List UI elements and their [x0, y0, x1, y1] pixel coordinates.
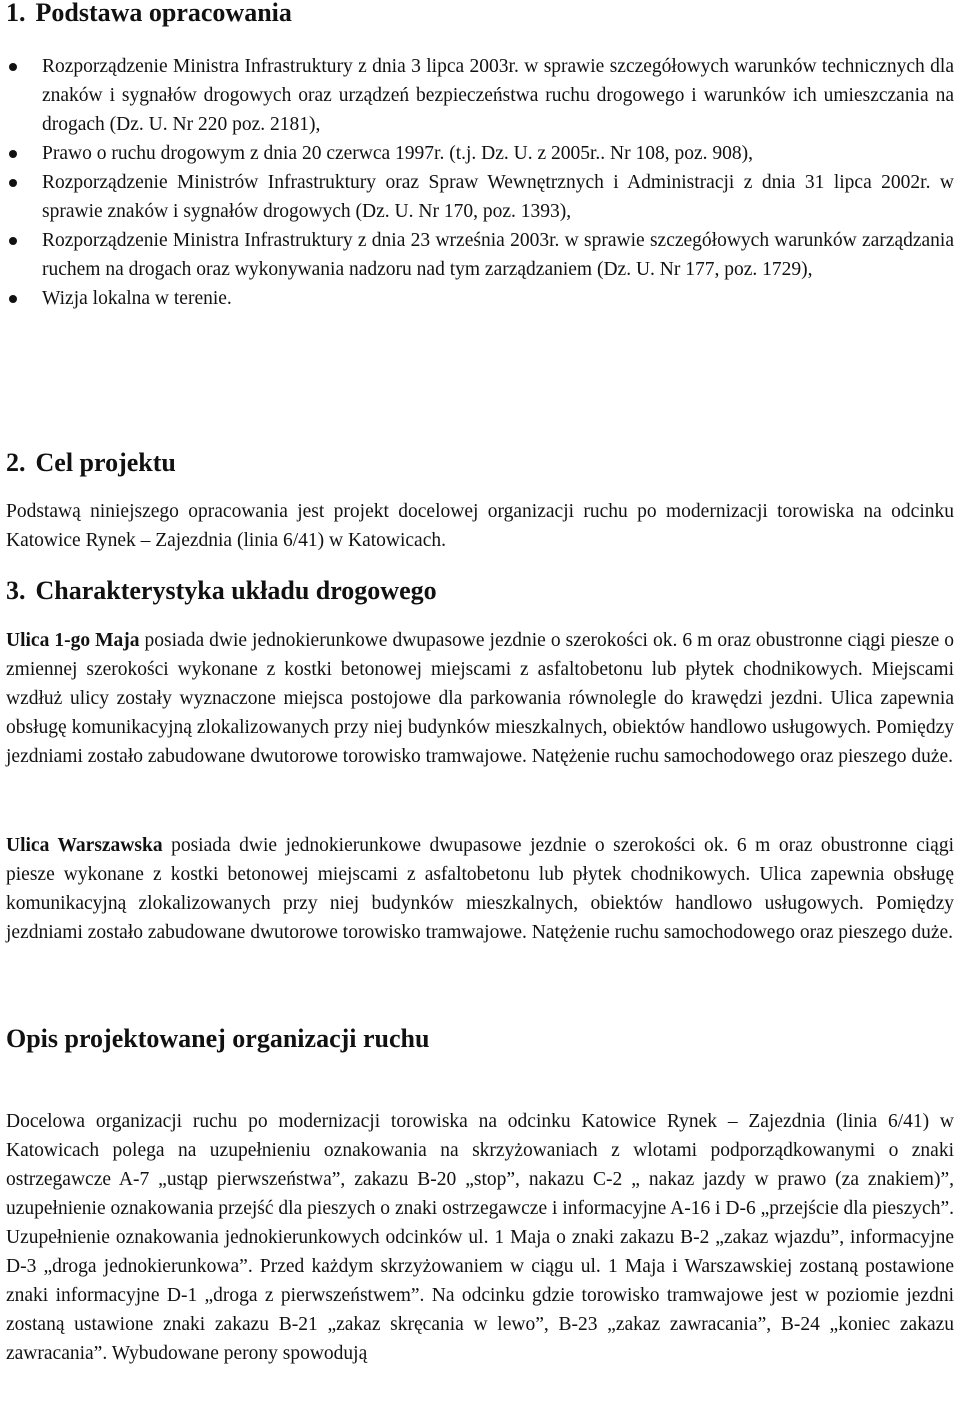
list-item: Rozporządzenie Ministra Infrastruktury z dnia 3 lipca 2003r. w sprawie szczegółowych warunków technicznych dla znaków i sygnałów drogowych oraz urządzeń bezpieczeństwa ruchu drogowego i warunków ich umieszczania na drogach (Dz. U. Nr 220 poz. 2181),: [6, 52, 954, 139]
warszawska-paragraph: [6, 831, 954, 947]
bullet-icon: [9, 63, 17, 71]
section-number: 3.: [6, 576, 26, 605]
list-item: Rozporządzenie Ministrów Infrastruktury oraz Spraw Wewnętrznych i Administracji z dnia 31 lipca 2002r. w sprawie znaków i sygnałów drogowych (Dz. U. Nr 170, poz. 1393),: [6, 168, 954, 226]
list-item: Prawo o ruchu drogowym z dnia 20 czerwca 1997r. (t.j. Dz. U. z 2005r.. Nr 108, poz. 908),: [6, 139, 954, 168]
legal-basis-list: [6, 52, 954, 313]
section-title: Podstawa opracowania: [35, 0, 292, 27]
bullet-icon: [9, 150, 17, 158]
bullet-icon: [9, 179, 17, 187]
street-label: Ulica 1-go Maja: [6, 630, 140, 651]
cel-paragraph: Podstawą niniejszego opracowania jest projekt docelowej organizacji ruchu po modernizacji torowiska na odcinku Katowice Rynek – Zajezdnia (linia 6/41) w Katowicach.: [6, 501, 954, 551]
section-number: 2.: [6, 448, 26, 477]
bullet-icon: [9, 237, 17, 245]
section-number: 1.: [6, 0, 26, 27]
street-description: posiada dwie jednokierunkowe dwupasowe jezdnie o szerokości ok. 6 m oraz obustronne ciągi piesze o zmiennej szerokości wykonane z kostki betonowej miejscami z asfaltobetonu lub płytek chodnikowych. Miejscami wzdłuż ulicy zostały wyznaczone miejsca postojowe dla parkowania równolegle do krawędzi jezdni. Ulica zapewnia obsługę komunikacyjną zlokalizowanych przy niej budynków mieszkalnych, obiektów handlowo usługowych. Pomiędzy jezdniami zostało zabudowane dwutorowe torowisko tramwajowe. Natężenie ruchu samochodowego oraz pieszego duże.: [6, 630, 954, 767]
section-title: Charakterystyka układu drogowego: [35, 576, 437, 605]
section-heading-opis: [6, 1024, 429, 1054]
street-label: Ulica Warszawska: [6, 835, 163, 856]
opis-paragraph: Docelowa organizacji ruchu po modernizacji torowiska na odcinku Katowice Rynek – Zajezdnia (linia 6/41) w Katowicach polega na uzupełnieniu oznakowania na skrzyżowaniach z wlotami podporządkowanymi o znaki ostrzegawcze A-7 „ustąp pierwszeństwa”, zakazu B-20 „stop”, nakazu C-2 „ nakaz jazdy w prawo (za znakiem)”, uzupełnienie oznakowania przejść dla pieszych o znaki ostrzegawcze i informacyjne A-16 i D-6 „przejście dla pieszych”. Uzupełnienie oznakowania jednokierunkowych odcinków ul. 1 Maja o znaki zakazu B-2 „zakaz wjazdu”, informacyjne D-3 „droga jednokierunkowa”. Przed każdym skrzyżowaniem w ciągu ul. 1 Maja i Warszawskiej zostaną postawione znaki informacyjne D-1 „droga z pierwszeństwem”. Na odcinku gdzie torowisko tramwajowe jest w poziomie jezdni zostaną ustawione znaki zakazu B-21 „zakaz skręcania w lewo”, B-23 „zakaz zawracania”, B-24 „koniec zakazu zawracania”. Wybudowane perony spowodują: [6, 1111, 954, 1364]
section-title: Cel projektu: [35, 448, 176, 477]
bullet-icon: [9, 295, 17, 303]
section-title: Opis projektowanej organizacji ruchu: [6, 1024, 430, 1053]
section-heading-cel: [6, 448, 176, 478]
list-item: Rozporządzenie Ministra Infrastruktury z dnia 23 września 2003r. w sprawie szczegółowych warunków zarządzania ruchem na drogach oraz wykonywania nadzoru nad tym zarządzaniem (Dz. U. Nr 177, poz. 1729),: [6, 226, 954, 284]
section-heading-podstawa: [6, 0, 292, 28]
list-item: Wizja lokalna w terenie.: [6, 284, 954, 313]
maja-paragraph: [6, 626, 954, 771]
section-heading-charakterystyka: [6, 576, 437, 606]
street-description: posiada dwie jednokierunkowe dwupasowe jezdnie o szerokości ok. 6 m oraz obustronne ciągi piesze wykonane z kostki betonowej miejscami z asfaltobetonu lub płytek chodnikowych. Ulica zapewnia obsługę komunikacyjną zlokalizowanych przy niej budynków mieszkalnych, obiektów handlowo usługowych. Pomiędzy jezdniami zostało zabudowane dwutorowe torowisko tramwajowe. Natężenie ruchu samochodowego oraz pieszego duże.: [6, 835, 954, 943]
